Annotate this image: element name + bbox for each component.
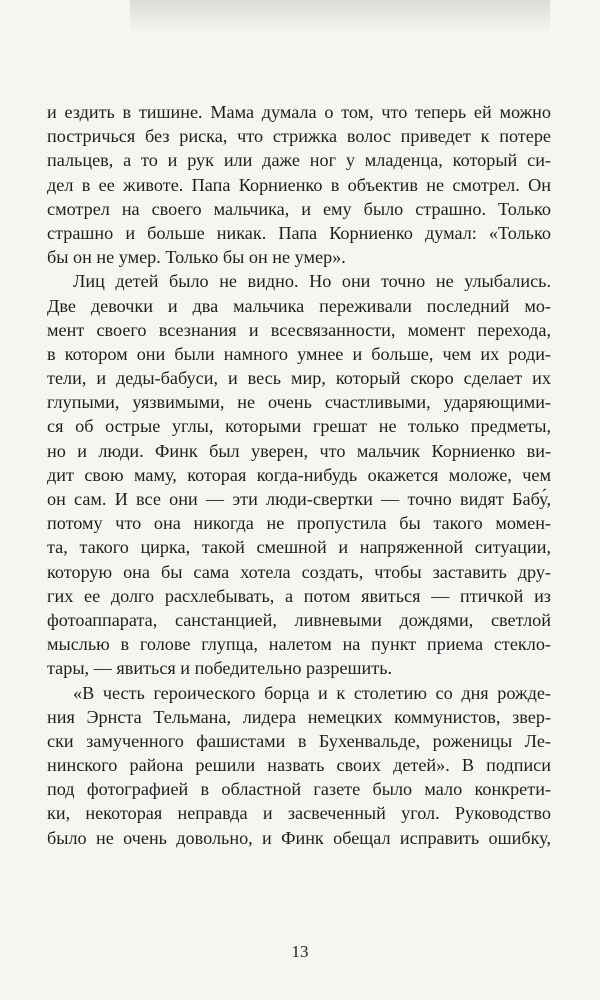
text-line: гих ее долго расхлебывать, а потом явиться — птичкой из [47, 585, 551, 606]
text-line: ски замученного фашистами в Бухенвальде, роженицы Ле- [47, 730, 551, 751]
text-line: глупыми, уязвимыми, не очень счастливыми, ударяющими- [47, 392, 551, 413]
text-line: страшно и больше никак. Папа Корниенко думал: «Только [47, 222, 551, 243]
text-line: дел в ее животе. Папа Корниенко в объектив не смотрел. Он [47, 174, 551, 195]
text-line: под фотографией в областной газете было мало конкрети- [47, 779, 551, 800]
text-line: нинского района решили назвать своих детей». В подписи [47, 755, 551, 776]
text-line: но и люди. Финк был уверен, что мальчик Корниенко ви- [47, 440, 551, 461]
text-line: в котором они были намного умнее и больше, чем их роди- [47, 343, 551, 364]
text-line: мыслью в голове глупца, налетом на пункт приема стекло- [47, 634, 551, 655]
paragraph-3 [47, 681, 551, 850]
paragraph-2 [47, 269, 551, 680]
text-line: которую она бы сама хотела создать, чтобы заставить дру- [47, 561, 551, 582]
text-line: пальцев, а то и рук или даже ног у младенца, который си- [47, 150, 551, 171]
text-line: Лиц детей было не видно. Но они точно не улыбались. [73, 271, 551, 292]
text-line: было не очень довольно, и Финк обещал исправить ошибку, [47, 827, 551, 848]
page-number: 13 [291, 942, 309, 961]
text-line: он сам. И все они — эти люди-свертки — точно видят Бабу́, [47, 489, 551, 509]
text-line: фотоаппарата, санстанцией, ливневыми дождями, светлой [47, 609, 551, 630]
text-line: та, такого цирка, такой смешной и напряженной ситуации, [47, 537, 551, 558]
text-line: тели, и деды-бабуси, и весь мир, который скоро сделает их [47, 368, 551, 389]
text-line: «В честь героического борца и к столетию со дня рожде- [73, 682, 551, 703]
text-line: ния Эрнста Тельмана, лидера немецких коммунистов, звер- [47, 706, 551, 727]
text-line: и ездить в тишине. Мама думала о том, что теперь ей можно [47, 102, 551, 122]
paragraph-1 [47, 100, 551, 269]
page-text [47, 100, 551, 850]
text-line: потому что она никогда не пропустила бы такого момен- [47, 513, 551, 534]
text-line: тары, — явиться и победительно разрешить. [47, 658, 393, 679]
text-line: ки, некоторая неправда и засвеченный угол. Руководство [47, 803, 551, 824]
text-line: постричься без риска, что стрижка волос приведет к потере [47, 126, 551, 147]
text-line: мент своего всезнания и всесвязанности, момент перехода, [47, 319, 551, 340]
text-line: дит свою маму, которая когда-нибудь окажется моложе, чем [47, 464, 551, 485]
text-line: Две девочки и два мальчика переживали последний мо- [47, 295, 551, 316]
text-line: бы он не умер. Только бы он не умер». [47, 247, 346, 268]
text-line: смотрел на своего мальчика, и ему было страшно. Только [47, 198, 551, 219]
text-line: ся об острые углы, которыми грешат не только предметы, [47, 416, 551, 437]
top-edge-shadow [130, 0, 550, 34]
